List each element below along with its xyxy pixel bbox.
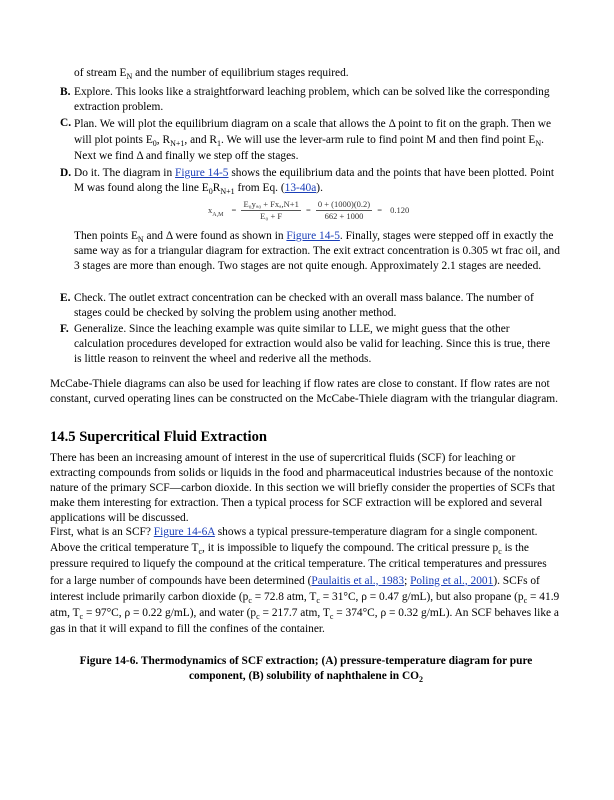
figure-14-5-link[interactable]: Figure 14-5 (175, 167, 229, 179)
step-e-letter: E. (60, 292, 71, 304)
step-b-letter: B. (60, 86, 71, 98)
step-d-continuation: Then points $E_N$ and Δ were found as shown in Figure 14-5. Finally, stages were stepped off in exactly the same way as for a triangular diagram for extraction. The exit extract concentration is 0.305 wt frac oil, and 3 stages are more than enough. Two stages are not quite enough. Approximately 2.1 stages are needed. (74, 230, 560, 272)
step-b (60, 85, 560, 115)
paulaitis-1983-link[interactable]: Paulaitis et al., 1983 (311, 574, 405, 587)
figure-caption: Figure 14-6. Thermodynamics of SCF extraction; (A) pressure-temperature diagram for pure component, (B) solubility of naphthalene in $CO_2$ (79, 655, 533, 684)
section-heading: 14.5 Supercritical Fluid Extraction (50, 429, 268, 445)
step-c-text: Plan. We will plot the equilibrium diagram on a scale that allows the Δ point to fit on the graph. Then we will plot points $E_0$, $R_{N+1}$, and $R_1$. We will use the lever-arm rule to find point M and then find point $E_N$. Next we find Δ and finally we step off the stages. (74, 118, 552, 162)
mccabe-thiele-paragraph: McCabe-Thiele diagrams can also be used for leaching if flow rates are close to constant. If flow rates are not constant, curved operating lines can be constructed on the McCabe-Thiele diagram with the triangular diagram. (50, 378, 558, 405)
poling-2001-link[interactable]: Poling et al., 2001 (410, 574, 494, 587)
mass-balance-equation: $x_{A,M}$ = $\frac{\text{E₀yₐ₀ + Fxₐ,N+1}}{\text{E₀ + F}}$ = $\frac{0 + (1000)(0.2)}{662 + 1000}$ = 0.120 (208, 199, 410, 221)
step-d-text: Do it. The diagram in Figure 14-5 shows the equilibrium data and the points that have been plotted. Point M was found along the line $E_0R_{N+1}$ from Eq. (13-40a). (74, 167, 555, 196)
equation-result: 0.120 (390, 205, 410, 215)
step-f (60, 322, 560, 367)
scf-intro-paragraph: There has been an increasing amount of interest in the use of supercritical fluids (SCF) for leaching or extracting compounds from solids or liquids in the food and pharmaceutical industries because of the nontoxic nature of the primary SCF—carbon dioxide. In this section we will briefly consider the properties of SCFs that make them interesting for extraction. Then a typical process for SCF extraction will be explored and several applications will be discussed. (50, 452, 555, 524)
step-f-letter: F. (60, 323, 69, 335)
step-f-text: Generalize. Since the leaching example was quite similar to LLE, we might guess that the other calculation procedures developed for extraction would also be valid for leaching. Since this is true, there is little reason to reinvent the wheel and rederive all the methods. (74, 323, 551, 365)
figure-14-6a-link[interactable]: Figure 14-6A (153, 526, 215, 538)
figure-14-5-link-2[interactable]: Figure 14-5 (286, 230, 340, 242)
step-d-letter: D. (60, 167, 72, 179)
continuation-line: of stream $E_N$ and the number of equilibrium stages required. (74, 67, 349, 81)
equation-fraction-symbolic: $\frac{\text{E₀yₐ₀ + Fxₐ,N+1}}{\text{E₀ + F}}$ (243, 199, 299, 221)
step-d (60, 166, 560, 196)
step-b-text: Explore. This looks like a straightforward leaching problem, which can be solved like the corresponding extraction problem. (74, 86, 550, 113)
scf-definition-paragraph: First, what is an SCF? Figure 14-6A shows a typical pressure-temperature diagram for a single component. Above the critical temperature $T_c$, it is impossible to liquefy the compound. The critical pressure $p_c$ is the pressure required to liquefy the compound at the critical temperature. The critical temperatures and pressures for a large number of compounds have been determined (Paulaitis et al., 1983; Poling et al., 2001). SCFs of interest include primarily carbon dioxide ($p_c = 72.8$ atm, $T_c = 31^\circ C$, ρ = 0.47 g/mL), but also propane ($p_c = 41.9$ atm, $T_c = 97^\circ C$, ρ = 0.22 g/mL), and water ($p_c = 217.7$ atm, $T_c = 374^\circ C$, ρ = 0.32 g/mL). An SCF behaves like a gas in that it will expand to fill the confines of the container. (50, 526, 560, 636)
step-e (60, 291, 560, 321)
step-e-text: Check. The outlet extract concentration can be checked with an overall mass balance. The number of stages could be checked by solving the problem using another method. (74, 292, 534, 319)
equation-fraction-numeric: $\frac{0 + (1000)(0.2)}{662 + 1000}$ (317, 199, 371, 221)
step-c-letter: C. (60, 117, 72, 129)
step-c (60, 116, 560, 164)
equation-13-40a-link[interactable]: 13-40a (284, 182, 317, 194)
